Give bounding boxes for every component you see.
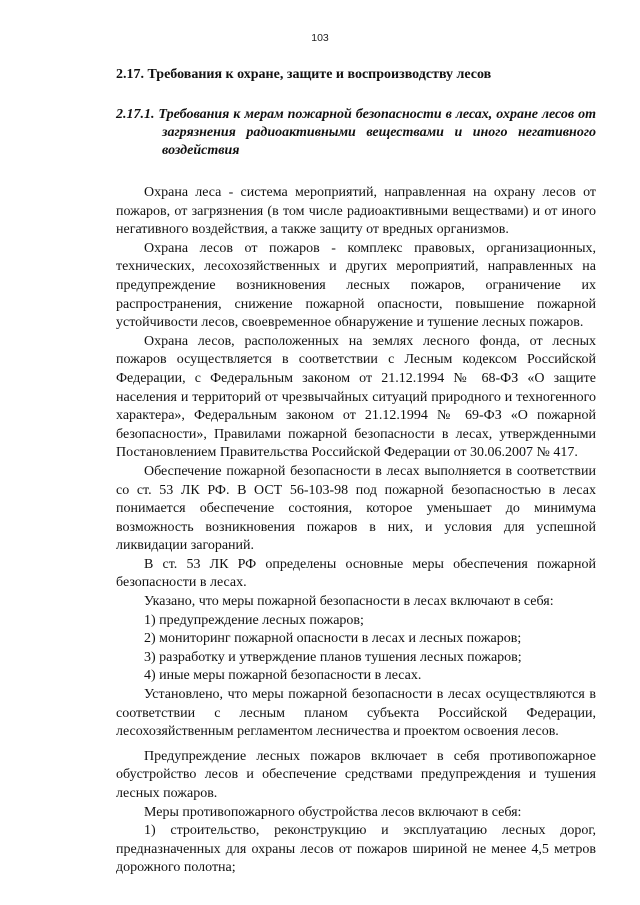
paragraph: Установлено, что меры пожарной безопасности в лесах осуществляются в соответствии с лесным планом субъекта Российской Федерации, лесохозяйственным регламентом лесничества и проектом освоения лесов. <box>116 687 596 740</box>
paragraph: В ст. 53 ЛК РФ определены основные меры обеспечения пожарной безопасности в лесах. <box>116 556 596 591</box>
paragraph: Меры противопожарного обустройства лесов включают в себя: <box>144 804 522 820</box>
document-content <box>116 66 596 878</box>
list-item: 1) строительство, реконструкцию и эксплуатацию лесных дорог, предназначенных для охраны лесов от пожаров шириной не менее 4,5 метров дорожного полотна; <box>116 823 596 876</box>
paragraph: Охрана лесов, расположенных на землях лесного фонда, от лесных пожаров осуществляется в соответствии с Лесным кодексом Российской Федерации, с Федеральным законом от 21.12.1994 № 68-ФЗ «О защите населения и территорий от чрезвычайных ситуаций природного и техногенного характера», Федеральным законом от 21.12.1994 № 69-ФЗ «О пожарной безопасности», Правилами пожарной безопасности в лесах, утвержденными Постановлением Правительства Российской Федерации от 30.06.2007 № 417. <box>116 333 596 461</box>
section-title: 2.17. Требования к охране, защите и воспроизводству лесов <box>116 67 492 82</box>
list-item: 1) предупреждение лесных пожаров; <box>144 612 364 628</box>
list-item: 3) разработку и утверждение планов тушения лесных пожаров; <box>144 649 522 665</box>
paragraph: Обеспечение пожарной безопасности в лесах выполняется в соответствии со ст. 53 ЛК РФ. В ОСТ 56-103-98 под пожарной безопасностью в лесах понимается обеспечение состояния, которое уменьшает до минимума возможность возникновения пожаров в них, и условия для успешной ликвидации загораний. <box>116 463 596 554</box>
paragraph: Охрана леса - система мероприятий, направленная на охрану лесов от пожаров, от загрязнения (в том числе радиоактивными веществами) и от иного негативного воздействия, а также защиту от вредных организмов. <box>116 185 596 238</box>
subsection-title: 2.17.1. Требования к мерам пожарной безопасности в лесах, охране лесов от загрязнения радиоактивными веществами и иного негативного воздействия <box>116 107 596 158</box>
list-item: 2) мониторинг пожарной опасности в лесах и лесных пожаров; <box>144 631 522 647</box>
list-item: 4) иные меры пожарной безопасности в лесах. <box>144 668 422 684</box>
paragraph: Указано, что меры пожарной безопасности в лесах включают в себя: <box>144 594 554 610</box>
paragraph: Охрана лесов от пожаров - комплекс правовых, организационных, технических, лесохозяйственных и других мероприятий, направленных на предупреждение возникновения лесных пожаров, ограничение их распространения, снижение пожарной опасности, повышение пожарной устойчивости лесов, своевременное обнаружение и тушение лесных пожаров. <box>116 240 596 331</box>
body-text <box>116 184 596 878</box>
paragraph: Предупреждение лесных пожаров включает в себя противопожарное обустройство лесов и обеспечение средствами предупреждения и тушения лесных пожаров. <box>116 748 596 801</box>
page-number: 103 <box>311 32 329 44</box>
